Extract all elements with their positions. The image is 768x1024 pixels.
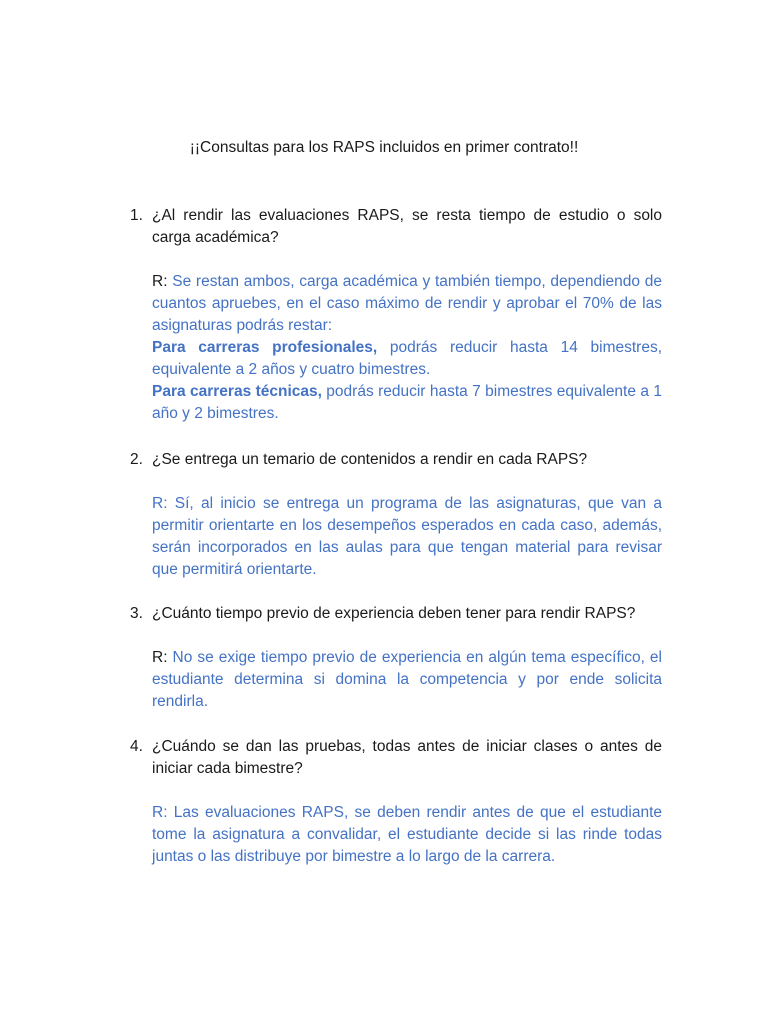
detail-label: Para carreras profesionales, <box>152 339 378 356</box>
qa-item-1 <box>130 205 662 425</box>
answer-separator: : <box>163 273 173 290</box>
answer-3 <box>152 647 662 713</box>
question-number: 1. <box>130 207 143 224</box>
question-text: ¿Se entrega un temario de contenidos a rendir en cada RAPS? <box>152 451 588 468</box>
detail-text: podrás reducir hasta 14 bimestres, equivalente a 2 años y cuatro bimestres. <box>152 339 662 378</box>
answer-text: No se exige tiempo previo de experiencia en algún tema específico, el estudiante determina si domina la competencia y por ende solicita rendirla. <box>152 649 662 710</box>
answer-text: R: Sí, al inicio se entrega un programa de las asignaturas, que van a permitir orientarte en los desempeños esperados en cada caso, además, serán incorporados en las aulas para que tengan material para revisar que permitirá orientarte. <box>152 495 662 578</box>
question-text: ¿Al rendir las evaluaciones RAPS, se resta tiempo de estudio o solo carga académica? <box>152 207 662 246</box>
question-text: ¿Cuánto tiempo previo de experiencia deben tener para rendir RAPS? <box>152 605 636 622</box>
question-4 <box>130 736 662 780</box>
answer-separator: : <box>163 649 173 666</box>
answer-2 <box>152 493 662 581</box>
detail-text: podrás reducir hasta 7 bimestres equivalente a 1 año y 2 bimestres. <box>152 383 662 422</box>
answer-prefix: R <box>152 649 164 666</box>
qa-item-3 <box>130 603 662 713</box>
question-3 <box>130 603 662 625</box>
qa-item-4 <box>130 736 662 868</box>
question-number: 2. <box>130 451 143 468</box>
question-number: 4. <box>130 738 143 755</box>
question-2 <box>130 449 662 471</box>
question-text: ¿Cuándo se dan las pruebas, todas antes de iniciar clases o antes de iniciar cada bimestre? <box>152 738 662 777</box>
question-number: 3. <box>130 605 143 622</box>
answer-detail-professional <box>152 337 662 381</box>
answer-1 <box>152 271 662 425</box>
answer-4 <box>152 802 662 868</box>
answer-prefix: R <box>152 273 164 290</box>
answer-text: Se restan ambos, carga académica y también tiempo, dependiendo de cuantos apruebes, en el caso máximo de rendir y aprobar el 70% de las asignaturas podrás restar: <box>152 273 662 334</box>
qa-item-2 <box>130 449 662 581</box>
document-title: ¡¡Consultas para los RAPS incluidos en primer contrato!! <box>189 139 579 156</box>
question-1 <box>130 205 662 249</box>
detail-label: Para carreras técnicas, <box>152 383 322 400</box>
answer-text: R: Las evaluaciones RAPS, se deben rendir antes de que el estudiante tome la asignatura a convalidar, el estudiante decide si las rinde todas juntas o las distribuye por bimestre a lo largo de la carrera. <box>152 804 662 865</box>
answer-detail-technical <box>152 381 662 425</box>
